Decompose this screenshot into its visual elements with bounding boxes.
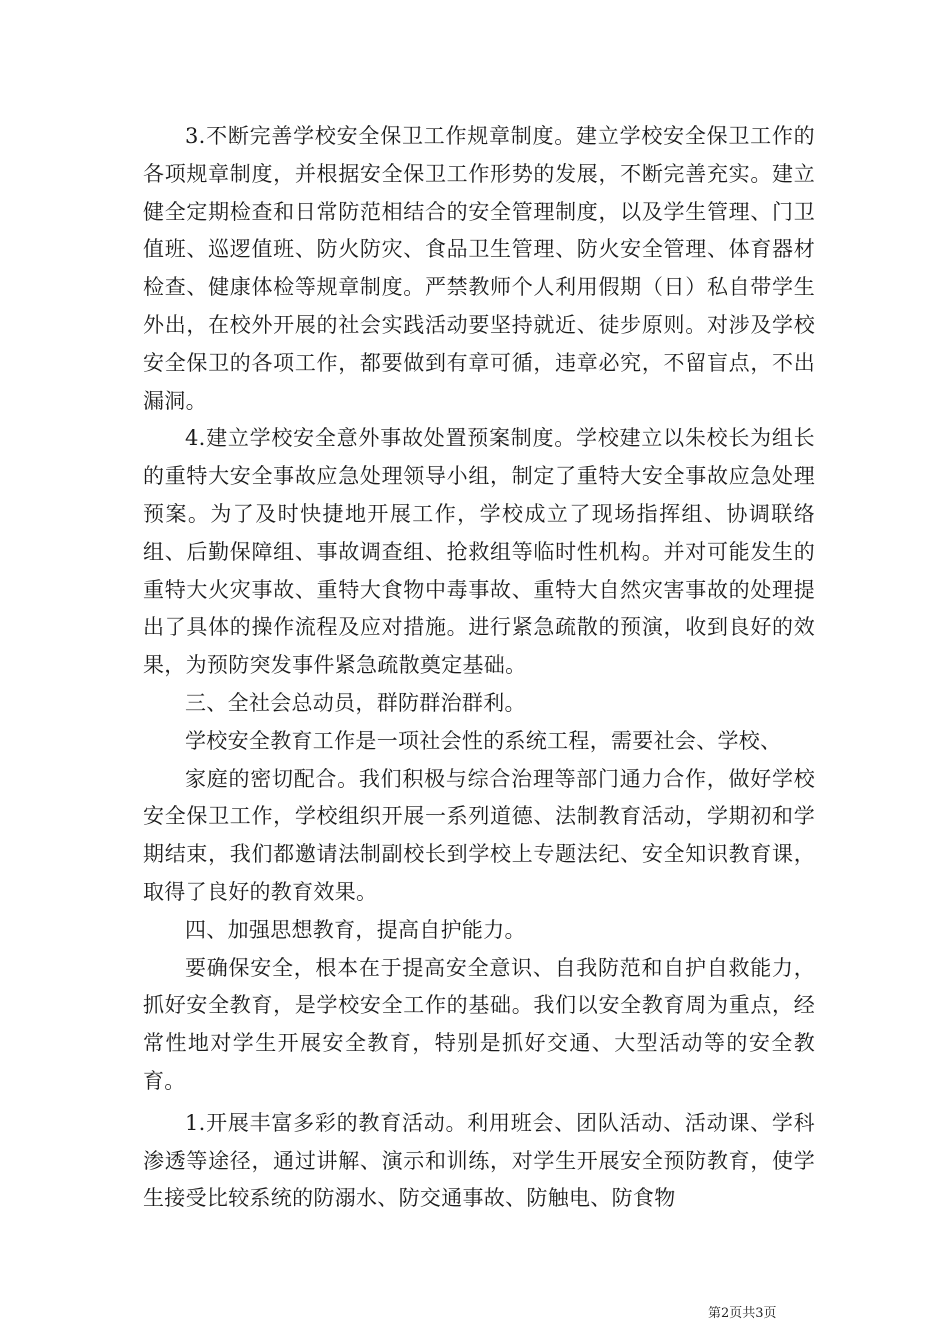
paragraph-emergency-plan: 4.建立学校安全意外事故处置预案制度。学校建立以朱校长为组长的重特大安全事故应急处理领导小组，制定了重特大安全事故应急处理预案。为了及时快捷地开展工作，学校成立了现场指挥组、协调联络组、后勤保障组、事故调查组、抢救组等临时性机构。并对可能发生的重特大火灾事故、重特大食物中毒事故、重特大自然灾害事故的处理提出了具体的操作流程及应对措施。进行紧急疏散的预演，收到良好的效果，为预防突发事件紧急疏散奠定基础。 <box>143 426 815 678</box>
section-heading-four: 四、加强思想教育，提高自护能力。 <box>185 917 526 942</box>
paragraph-education-activities: 1.开展丰富多彩的教育活动。利用班会、团队活动、活动课、学科渗透等途径，通过讲解、演示和训练，对学生开展安全预防教育，使学生接受比较系统的防溺水、防交通事故、防触电、防食物 <box>143 1110 815 1211</box>
paragraph-social-cooperation-rest: 我们积极与综合治理等部门通力合作，做好学校安全保卫工作，学校组织开展一系列道德、法制教育活动，学期初和学期结束，我们都邀请法制副校长到学校上专题法纪、安全知识教育课，取得了良好的教育效果。 <box>143 766 815 904</box>
paragraph-safety-awareness: 要确保安全，根本在于提高安全意识、自我防范和自护自救能力，抓好安全教育，是学校安全工作的基础。我们以安全教育周为重点，经常性地对学生开展安全教育，特别是抓好交通、大型活动等的安全教育。 <box>143 955 815 1093</box>
section-heading-three: 三、全社会总动员，群防群治群利。 <box>185 690 526 715</box>
paragraph-social-cooperation <box>143 723 815 912</box>
paragraph-social-cooperation-line-2: 家庭的密切配合。 <box>185 766 359 791</box>
document-body <box>143 118 815 1218</box>
paragraph-rules-system: 3.不断完善学校安全保卫工作规章制度。建立学校安全保卫工作的各项规章制度，并根据安全保卫工作形势的发展，不断完善充实。建立健全定期检查和日常防范相结合的安全管理制度，以及学生管理、门卫值班、巡逻值班、防火防灾、食品卫生管理、防火安全管理、体育器材检查、健康体检等规章制度。严禁教师个人利用假期（日）私自带学生外出，在校外开展的社会实践活动要坚持就近、徒步原则。对涉及学校安全保卫的各项工作，都要做到有章可循，违章必究，不留盲点，不出漏洞。 <box>143 124 815 413</box>
paragraph-social-cooperation-line-1: 学校安全教育工作是一项社会性的系统工程，需要社会、学校、 <box>185 728 782 753</box>
page-number-footer: 第2页共3页 <box>708 1306 777 1321</box>
